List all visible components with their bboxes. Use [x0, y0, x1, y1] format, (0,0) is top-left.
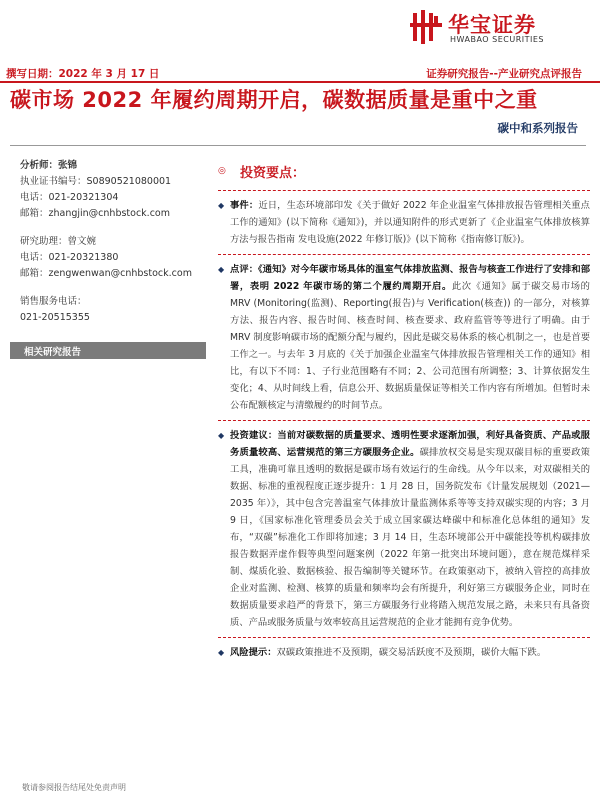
- header-divider: [0, 81, 600, 83]
- analyst-info: [20, 158, 205, 326]
- assistant-email[interactable]: 邮箱：zengwenwan@cnhbstock.com: [20, 268, 192, 279]
- related-reports-bar: [10, 342, 206, 359]
- key-points: [218, 160, 590, 661]
- advice-emphasis: 当前对碳数据的质量要求、透明性要求逐渐加强，利好具备资质、产品或服务质量较高、运营规范的第三方碳服务企业。: [230, 430, 590, 458]
- risk-body: 双碳政策推进不及预期，碳交易活跃度不及预期，碳价大幅下跌。: [276, 647, 547, 658]
- analyst-email[interactable]: 邮箱：zhangjin@cnhbstock.com: [20, 208, 170, 219]
- diamond-bullet-icon: ◆: [218, 431, 225, 440]
- section-divider: [218, 637, 590, 638]
- report-type: 证券研究报告--产业研究点评报告: [426, 68, 582, 80]
- advice-body: 碳排放权交易是实现双碳目标的重要政策工具，准确可靠且透明的数据是碳市场有效运行的生命线。从今年以来，对双碳相关的数据、标准的重视程度正逐步提升：1 月 28 日，国务院发布《计量发展规划（2021—2035 年）》，其中包含完善温室气体排放计量监测体系等等支持双碳实现的内容；3 月 9 日，《国家标准化管理委员会关于成立国家碳达峰碳中和标准化总体组的通知》发布，“双碳”标准化工作即将加速；3 月 14 日，生态环境部公开中碳能投等机构碳排放报告数据弄虚作假等典型问题案例（2022 年第一批突出环境问题），意在规范煤样采制、煤质化验、数据核验、报告编制等关键环节。在政策驱动下，被纳入管控的高排放企业对监测、检测、核算的质量和频率均会有所提升，利好第三方碳服务企业，同时在数据质量要求趋严的背景下，第三方碳服务行业将踏入规范发展之路，未来只有具备资质、产品或服务质量与效率较高且运营规范的企业才能拥有竞争优势。: [230, 447, 590, 628]
- brand-name-cn: 华宝证券: [448, 13, 536, 37]
- comment-lead: 点评：: [230, 264, 259, 275]
- analyst-phone: 电话：021-20321304: [20, 192, 119, 203]
- advice-lead: 投资建议：: [230, 430, 278, 441]
- assistant-phone: 电话：021-20321380: [20, 252, 119, 263]
- advice-paragraph: [218, 427, 590, 631]
- event-body: 近日，生态环境部印发《关于做好 2022 年企业温室气体排放报告管理相关重点工作的通知》(以下简称《通知》)，并以通知附件的形式更新了《企业温室气体排放核算方法与报告指南 发电设施(2022 年修订版)》(以下简称《指南修订版》)。: [230, 200, 590, 245]
- diamond-bullet-icon: ◆: [218, 265, 225, 274]
- risk-lead: 风险提示：: [230, 647, 277, 658]
- hwabao-logo-icon: [410, 10, 442, 44]
- event-lead: 事件：: [230, 200, 259, 211]
- report-meta: [0, 64, 600, 80]
- section-divider: [218, 420, 590, 421]
- comment-emphasis: 《通知》对今年碳市场具体的温室气体排放监测、报告与核查工作进行了安排和部署，表明 2022 年碳市场的第二个履约周期开启。: [230, 264, 590, 292]
- event-paragraph: [218, 197, 590, 248]
- title-divider: [10, 145, 586, 146]
- assistant-name: 研究助理：曾文婉: [20, 236, 97, 247]
- brand-name-en: HWABAO SECURITIES: [450, 35, 544, 44]
- section-divider: [218, 190, 590, 191]
- disclaimer-footer: 敬请参阅报告结尾处免责声明: [22, 783, 126, 792]
- sales-phone: 021-20515355: [20, 312, 90, 323]
- comment-paragraph: [218, 261, 590, 414]
- brand-logo: [410, 8, 580, 48]
- diamond-bullet-icon: ◆: [218, 648, 225, 657]
- analyst-name: 分析师：张锦: [20, 160, 78, 171]
- related-reports-label: 相关研究报告: [24, 347, 82, 358]
- report-date: 撰写日期：2022 年 3 月 17 日: [6, 68, 160, 80]
- diamond-bullet-icon: ◆: [218, 201, 225, 210]
- analyst-cert: 执业证书编号：S0890521080001: [20, 176, 172, 187]
- key-points-header: [218, 160, 590, 184]
- sales-label: 销售服务电话：: [20, 296, 87, 307]
- section-divider: [218, 254, 590, 255]
- comment-body: 此次《通知》属于碳交易市场的 MRV (Monitoring(监测)、Reporting(报告)与 Verification(核查)) 的一部分，对核算方法、报告内容、报告时间、核查时间、核查要求、政府监管等等进行了明确。由于 MRV 制度影响碳市场的配额分配与履约，因此是碳交易体系的核心机制之一，也是首要工作之一。与去年 3 月底的《关于加强企业温室气体排放报告管理相关工作的通知》相比，有以下不同：1、子行业范围略有不同；2、公司范围有所调整；3、计算依据发生变化；4、从时间线上看，信息公开、数据质量保证等相关工作内容有所增加。但暂时未公布配额核定与清缴履约的时间节点。: [230, 281, 590, 411]
- risk-paragraph: [218, 644, 590, 661]
- key-points-title: 投资要点：: [240, 166, 306, 181]
- report-series: 碳中和系列报告: [497, 121, 578, 135]
- target-bullet-icon: ◎: [218, 166, 226, 176]
- report-title: 碳市场 2022 年履约周期开启，碳数据质量是重中之重: [10, 88, 538, 112]
